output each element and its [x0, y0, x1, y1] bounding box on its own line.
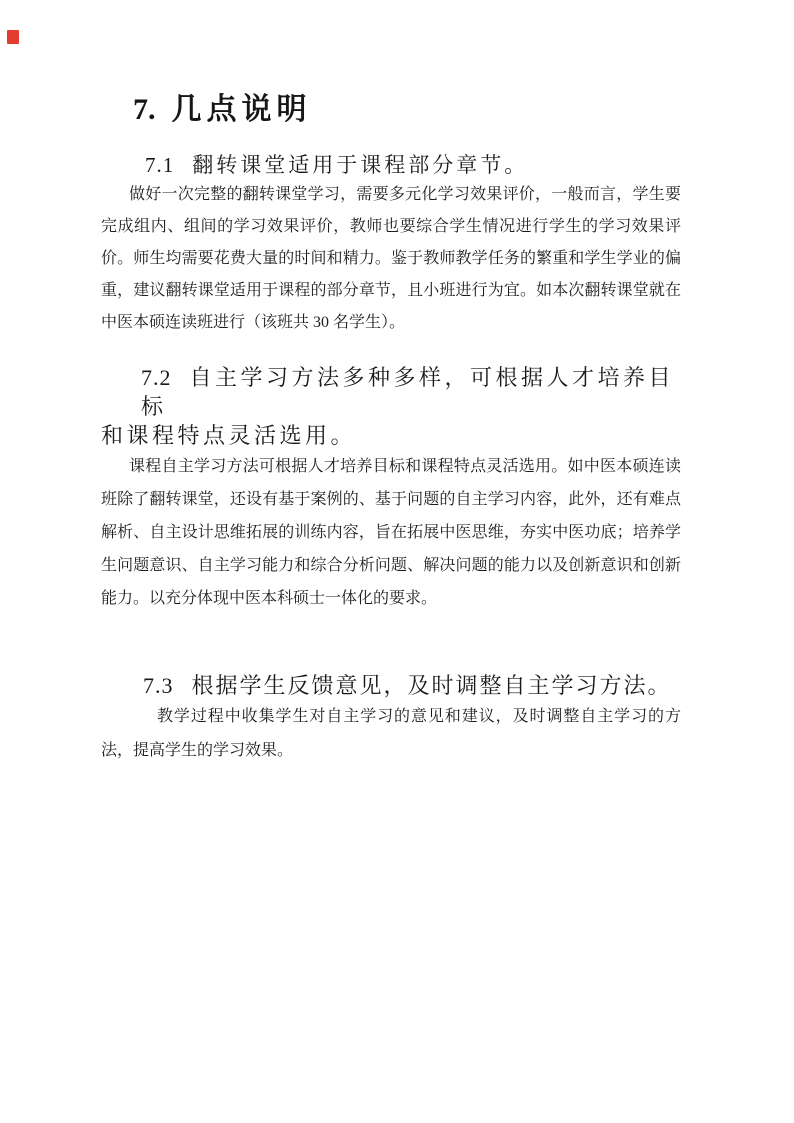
section-7-2-heading-line2: [101, 421, 681, 450]
red-corner-stamp: [7, 30, 19, 44]
section-7-1-paragraph: 做好一次完整的翻转课堂学习，需要多元化学习效果评价，一般而言，学生要完成组内、组间的学习效果评价，教师也要综合学生情况进行学生的学习效果评价。师生均需要花费大量的时间和精力。鉴于教师教学任务的繁重和学生学业的偏重，建议翻转课堂适用于课程的部分章节，且小班进行为宜。如本次翻转课堂就在中医本硕连读班进行（该班共 30 名学生）。: [101, 186, 681, 331]
chapter-number: 7.: [133, 93, 156, 126]
section-7-2-title-line1: 自主学习方法多种多样，可根据人才培养目标: [141, 365, 675, 419]
section-7-1-heading: [101, 152, 681, 179]
section-7-2: [101, 363, 681, 615]
section-7-1-number: 7.1: [145, 153, 175, 177]
section-7-2-heading-line1: [101, 363, 681, 421]
section-7-2-number: 7.2: [141, 365, 172, 390]
chapter-heading: [101, 92, 681, 128]
chapter-title: 几点说明: [171, 93, 312, 126]
section-7-2-heading: [101, 363, 681, 450]
page-content: [101, 0, 681, 768]
section-7-3-title: 根据学生反馈意见，及时调整自主学习方法。: [191, 673, 672, 698]
section-7-1: [101, 152, 681, 339]
section-7-3-paragraph: 教学过程中收集学生对自主学习的意见和建议，及时调整自主学习的方法，提高学生的学习效果。: [101, 708, 681, 759]
section-7-2-title-line2: 和课程特点灵活选用。: [101, 423, 357, 448]
section-7-2-paragraph: 课程自主学习方法可根据人才培养目标和课程特点灵活选用。如中医本硕连读班除了翻转课堂，还设有基于案例的、基于问题的自主学习内容，此外，还有难点解析、自主设计思维拓展的训练内容，旨在拓展中医思维，夯实中医功底；培养学生问题意识、自主学习能力和综合分析问题、解决问题的能力以及创新意识和创新能力。以充分体现中医本科硕士一体化的要求。: [101, 458, 681, 607]
section-7-3-heading: [101, 672, 681, 700]
section-7-3-number: 7.3: [143, 673, 174, 698]
section-7-3: [101, 672, 681, 768]
section-7-1-title: 翻转课堂适用于课程部分章节。: [192, 153, 529, 177]
